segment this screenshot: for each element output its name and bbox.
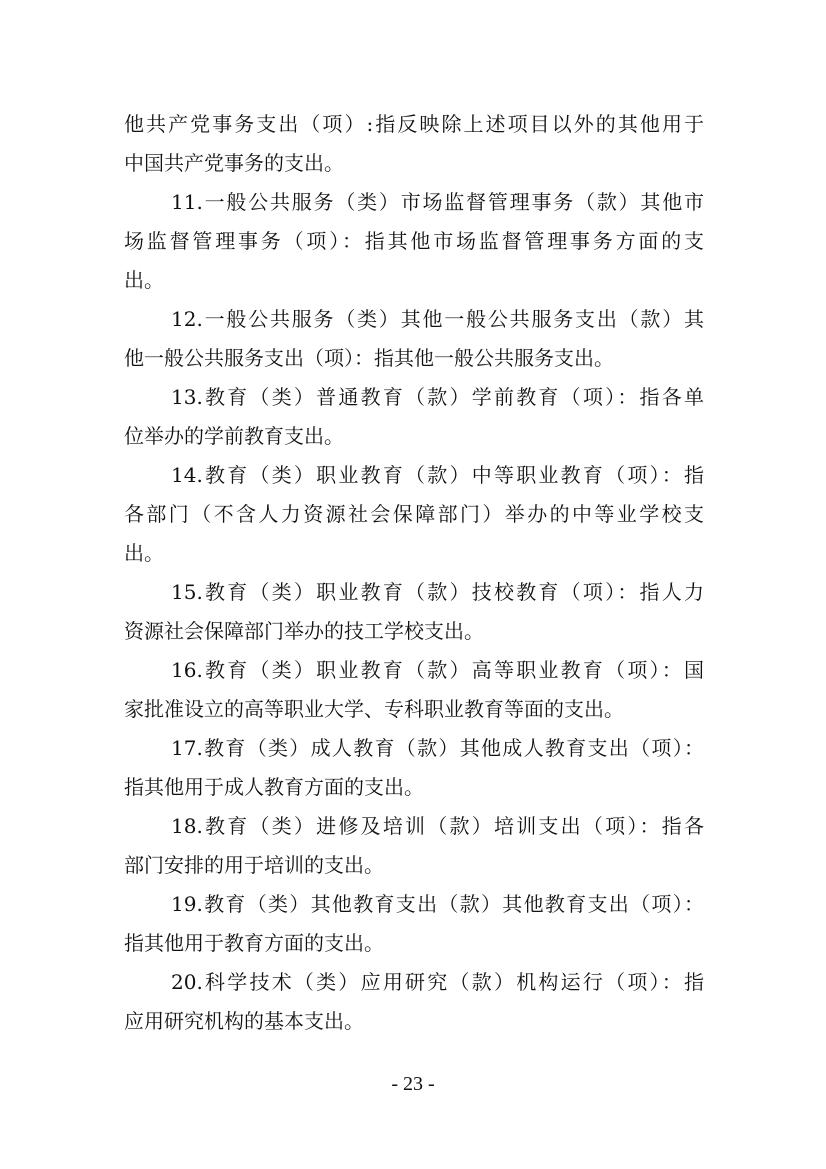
text-line: 12.一般公共服务（类）其他一般公共服务支出（款）其 <box>171 307 704 331</box>
text-line: 20.科学技术（类）应用研究（款）机构运行（项）：指 <box>171 970 704 994</box>
text-line: 18.教育（类）进修及培训（款）培训支出（项）：指各 <box>171 814 704 838</box>
text-line: 19.教育（类）其他教育支出（款）其他教育支出（项）： <box>171 892 704 916</box>
text-line: 各部门（不含人力资源社会保障部门）举办的中等业学校支 <box>124 502 704 526</box>
text-line: 17.教育（类）成人教育（款）其他成人教育支出（项）： <box>171 736 704 760</box>
text-line: 他共产党事务支出（项）:指反映除上述项目以外的其他用于 <box>124 112 704 136</box>
text-line: 11.一般公共服务（类）市场监督管理事务（款）其他市 <box>171 190 704 214</box>
text-line: 应用研究机构的基本支出。 <box>124 1009 364 1033</box>
text-line: 场监督管理事务（项）：指其他市场监督管理事务方面的支 <box>124 229 704 253</box>
page-number: - 23 - <box>391 1073 435 1095</box>
text-line: 中国共产党事务的支出。 <box>124 151 344 175</box>
text-line: 指其他用于教育方面的支出。 <box>124 931 384 955</box>
text-line: 家批准设立的高等职业大学、专科职业教育等面的支出。 <box>124 697 624 721</box>
text-line: 资源社会保障部门举办的技工学校支出。 <box>124 619 484 643</box>
text-line: 指其他用于成人教育方面的支出。 <box>124 775 424 799</box>
text-line: 位举办的学前教育支出。 <box>124 424 344 448</box>
text-line: 15.教育（类）职业教育（款）技校教育（项）：指人力 <box>171 580 704 604</box>
text-line: 部门安排的用于培训的支出。 <box>124 853 384 877</box>
text-line: 出。 <box>124 268 164 292</box>
text-line: 他一般公共服务支出（项）：指其他一般公共服务支出。 <box>124 346 614 370</box>
text-line: 14.教育（类）职业教育（款）中等职业教育（项）：指 <box>171 463 704 487</box>
text-line: 16.教育（类）职业教育（款）高等职业教育（项）：国 <box>171 658 704 682</box>
text-line: 出。 <box>124 541 164 565</box>
text-line: 13.教育（类）普通教育（款）学前教育（项）：指各单 <box>171 385 704 409</box>
